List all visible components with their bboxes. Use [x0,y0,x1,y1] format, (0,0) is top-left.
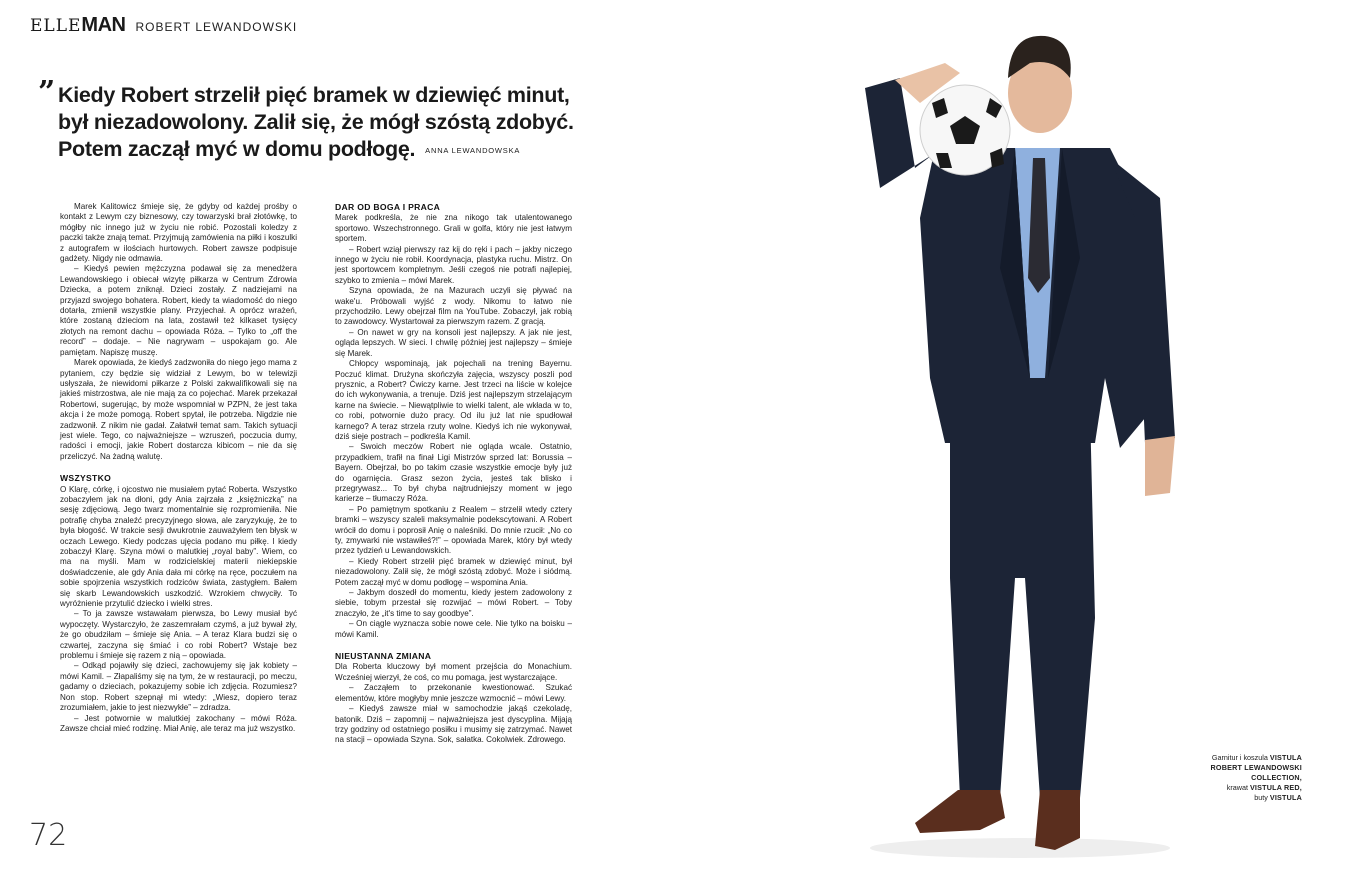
trousers [950,408,1095,798]
caption-text: Garnitur i koszula [1211,753,1268,762]
article-column-2 [335,202,572,746]
paragraph: – Zacząłem to przekonanie kwestionować. Szukać elementów, które mogłyby mnie jeszcze wzmocnić – mówi Lewy. [335,683,572,703]
quote-line-1: Kiedy Robert strzelił pięć bramek w dziewięć minut, [58,83,570,107]
caption-text: krawat [1226,783,1248,792]
paragraph: – On nawet w gry na konsoli jest najlepszy. A jak nie jest, ogląda lepszych. W sieci. I chwilę później jest najlepszy – śmieje się Marek. [335,327,572,358]
section-title: ROBERT LEWANDOWSKI [135,20,298,34]
paragraph: O Klarę, córkę, i ojcostwo nie musiałem pytać Roberta. Wszystko zobaczyłem jak na dłoni, gdy Ania zajrzała z „księżniczką” na sesję zdjęciową. Jego twarz momentalnie się rozpromieniła. Nie potrafię chyba znaleźć precyzyjnego słowa, ale zaryzykuję, że to była błogość. W trakcie sesji dwukrotnie zauważyłem ten błysk w oczach Lewego. Kiedy podczas ujęcia podano mu piłkę. I kiedy zobaczył Klarę. Szyna mówi o malutkiej „royal baby”. Wiem, co ma na myśli. Mam w rodzicielskiej materii niekiepskie doświadczenie, ale gdy Ania dała mi córkę na ręce, poczułem na sobie spojrzenia wszystkich rodziców świata, zastygłem. Bałem się skarb Lewandowskich uszkodzić. Wzrokiem chwyciły. To wyróżnienie przytulić dziecko i wielki stres. [60,484,297,609]
paragraph: – Po pamiętnym spotkaniu z Realem – strzelił wtedy cztery bramki – wszyscy szaleli maksymalnie podekscytowani. A Robert wrócił do domu i poprosił Anię o naleśniki. Do mnie rzucił: „No co ty, zmywarki nie wstawiłeś?!” – opowiada Marek, który był wtedy przez tydzień u Lewandowskich. [335,504,572,556]
player-photo [840,18,1200,863]
right-hand [1145,436,1175,496]
logo-man: MAN [81,14,126,36]
section-heading-wszystko: WSZYSTKO [60,473,112,484]
quote-line-3: Potem zaczął myć w domu podłogę. [58,137,416,161]
paragraph: – On ciągle wyznacza sobie nowe cele. Nie tylko na boisku – mówi Kamil. [335,619,572,639]
paragraph: Marek podkreśla, że nie zna nikogo tak utalentowanego sportowo. Wszechstronnego. Grali w golfa, który nie jest łatwym sportem. [335,213,572,244]
logo-elle: ELLE [30,16,82,36]
caption-brand: VISTULA RED, [1249,783,1302,792]
caption-brand: VISTULA [1269,793,1302,802]
section-heading-zmiana: NIEUSTANNA ZMIANA [335,651,432,662]
paragraph: Chłopcy wspominają, jak pojechali na trening Bayernu. Poczuć klimat. Drużyna skończyła zajęcia, wszyscy poszli pod prysznic, a Robert? Ćwiczy karne. Jest trzeci na liście w kolejce do ich wykonywania, a trenuje. Dziś jest najlepszym strzelającym karne na świecie. – Niewątpliwie to wielki talent, ale wkłada w to, co robi, potwornie dużo pracy. Od ilu już lat nie spudłował karnego? A teraz strzela rzuty wolne. Kiedyś ich nie wykonywał, dziś sieje postrach – podkreśla Kamil. [335,359,572,441]
paragraph: – To ja zawsze wstawałam pierwsza, bo Lewy musiał być wypoczęty. Wystarczyło, że zaszemrałam czymś, a już bywał zły, że go obudziłam – śmieje się Ania. – A teraz Klara budzi się o czwartej, zaczyna się śmiać i co robi Robert? Wstaje bez problemu i śmieje się razem z nią – opowiada. [60,609,297,661]
paragraph: Dla Roberta kluczowy był moment przejścia do Monachium. Wcześniej wierzył, że coś, co mu pomaga, jest wystarczające. [335,662,572,682]
magazine-header [30,14,297,37]
paragraph: Marek opowiada, że kiedyś zadzwoniła do niego jego mama z pytaniem, czy będzie się widział z Lewym, bo w telewizji usłyszała, że niewidomi piłkarze z Polski zakwalifikowali się na jakieś mistrzostwa, ale nie mają za co pojechać. Marek przekazał Robertowi, sugerując, by może wspomniał w PZPN, że jest taka akcja i że może pomogą. Robert spytał, ile potrzeba. Nigdzie nie zadzwonił. Z nikim nie gadał. Załatwił temat sam. Takich sytuacji jest wiele. Tego, co najważniejsze – wzruszeń, poczucia dumy, radości i emocji, jakie Robert dostarcza kibicom – nie da się przeliczyć. Na żadną walutę. [60,358,297,461]
paragraph: – Robert wziął pierwszy raz kij do ręki i pach – jakby niczego innego w życiu nie robił. Koordynacja, plastyka ruchu. Mistrz. On jest sportowcem kompletnym. Jeśli czegoś nie potrafi najlepiej, szybko to zmienia – mówi Marek. [335,244,572,285]
paragraph: – Kiedyś zawsze miał w samochodzie jakąś czekoladę, batonik. Dziś – zapomnij – najważniejsza jest dyscyplina. Mijają trzy godziny od ostatniego posiłku i musimy się zatrzymać. Nawet na stacji – opowiada Szyna. Sok, sałatka. Cokolwiek. Zdrowego. [335,704,572,745]
quote-author: ANNA LEWANDOWSKA [425,145,521,155]
page-number: 72 [29,818,68,853]
quote-line-2: był niezadowolony. Zalił się, że mógł szóstą zdobyć. [58,110,574,134]
paragraph: – Kiedy Robert strzelił pięć bramek w dziewięć minut, był niezadowolony. Zalił się, że mógł szóstą zdobyć. Może i siódmą. Potem zaczął myć w domu podłogę – wspomina Ania. [335,556,572,587]
paragraph: Marek Kalitowicz śmieje się, że gdyby od każdej prośby o kontakt z Lewym czy biznesowy, czy towarzyski brał złotówkę, to mógłby nic innego już w życiu nie robić. Pozostali koledzy z paczki także znają temat. Przyjmują zamówienia na piłki i koszulki z autografem w ilościach hurtowych. Robert zawsze podpisuje gadżety. Nigdy nie odmawia. [60,202,297,264]
floor-shadow [870,838,1170,858]
article-column-1 [60,202,297,734]
paragraph: – Swoich meczów Robert nie ogląda wcale. Ostatnio, przypadkiem, trafił na finał Ligi Mistrzów sprzed lat: Borussia – Bayern. Obejrzał, bo po takim czasie wszystkie emocje były już do ogarnięcia. Grasz sezon życia, jesteś tak blisko i przegrywasz... To był chyba najtrudniejszy moment w jego karierze – tłumaczy Róża. [335,442,572,504]
paragraph: – Jest potwornie w malutkiej zakochany – mówi Róża. Zawsze chciał mieć rodzinę. Miał Anię, ale teraz ma już wszystko. [60,713,297,733]
paragraph: – Kiedyś pewien mężczyzna podawał się za menedżera Lewandowskiego i obiecał wizytę piłkarza w Centrum Zdrowia Dziecka, a potem zniknął. Dzieci zostały. Z nadziejami na przyjazd swojego bohatera. Robert, kiedy ta wiadomość do niego dotarła, zmienił wszystkie plany. Przyjechał. A oprócz wrażeń, które zostaną dzieciom na lata, zostawił też kilkaset tysięcy złotych na remont dachu – opowiada Róża. – Tylko to „off the record” – dodaje. – Nie nagrywam – uspokajam go. Ale pamiętam. Napiszę muszę. [60,264,297,357]
caption-brand: VISTULA ROBERT LEWANDOWSKI COLLECTION, [1210,753,1302,782]
quote-mark-icon: ” [38,75,56,110]
paragraph: – Jakbym doszedł do momentu, kiedy jestem zadowolony z siebie, tobym przestał się rozwijać – mówi Robert. – Toby znaczyło, że „it's time to say goodbye”. [335,588,572,618]
photo-caption [1182,753,1302,803]
right-shoe [1035,790,1080,850]
section-heading-dar: DAR OD BOGA I PRACA [335,202,441,212]
pull-quote [38,75,598,164]
paragraph: – Odkąd pojawiły się dzieci, zachowujemy się jak kobiety – mówi Kamil. – Złapaliśmy się na tym, że w restauracji, po meczu, gadamy o dzieciach, pokazujemy sobie ich zdjęcia. Rozumiesz? Non stop. Robert szepnął mi wtedy: „Wiesz, dopiero teraz zrozumiałem, jakie to jest niezwykłe” – zdradza. [60,661,297,713]
caption-text: buty [1254,793,1268,802]
left-shoe [915,790,1005,833]
paragraph: Szyna opowiada, że na Mazurach uczyli się pływać na wake'u. Próbowali wyjść z wody. Nikomu to łatwo nie przychodziło. Lewy obejrzał film na YouTube. Zobaczył, jak robią to zawodowcy. Wystartował za pierwszym razem. Z gracją. [335,286,572,327]
